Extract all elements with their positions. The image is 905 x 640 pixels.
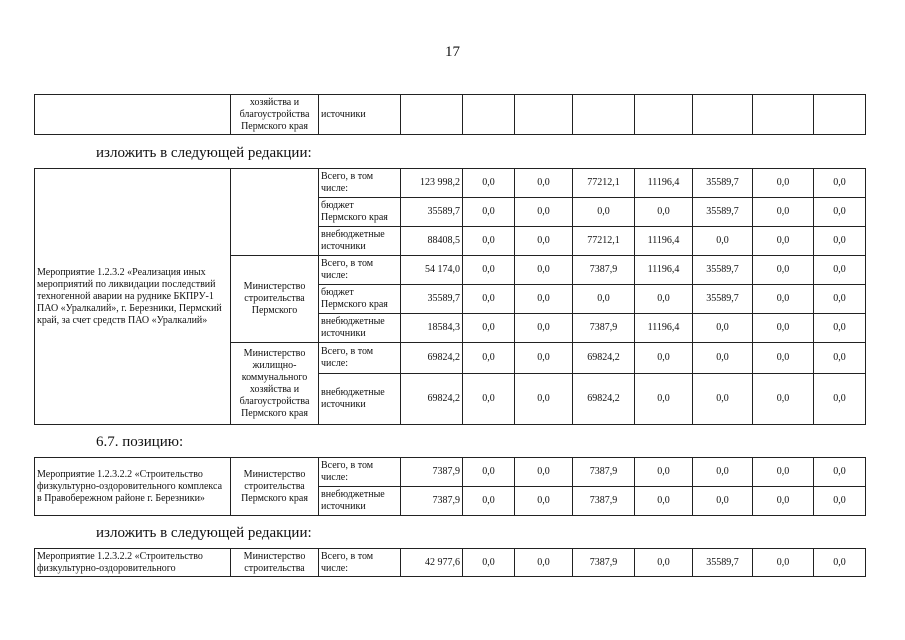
value-cell: 0,0 bbox=[635, 343, 693, 374]
value-cell: 0,0 bbox=[635, 458, 693, 487]
value-cell: 7387,9 bbox=[573, 458, 635, 487]
table0-cell bbox=[753, 95, 814, 135]
value-cell: 7387,9 bbox=[573, 256, 635, 285]
previous-table-fragment bbox=[34, 94, 866, 135]
value-cell: 0,0 bbox=[753, 374, 814, 425]
value-cell: 0,0 bbox=[693, 374, 753, 425]
funding-source: внебюджетные источники bbox=[319, 374, 401, 425]
value-cell: 35589,7 bbox=[693, 285, 753, 314]
value-cell: 0,0 bbox=[515, 314, 573, 343]
value-cell: 0,0 bbox=[814, 198, 866, 227]
value-cell: 0,0 bbox=[515, 198, 573, 227]
value-cell: 0,0 bbox=[463, 343, 515, 374]
value-cell: 69824,2 bbox=[401, 374, 463, 425]
funding-source: Всего, в том числе: bbox=[319, 256, 401, 285]
table-measure-1-2-3-2-2-new bbox=[34, 548, 866, 577]
value-cell: 0,0 bbox=[814, 458, 866, 487]
value-cell: 11196,4 bbox=[635, 227, 693, 256]
value-cell: 0,0 bbox=[753, 256, 814, 285]
table0-cell bbox=[573, 95, 635, 135]
page-number: 17 bbox=[445, 44, 460, 60]
table0-source: источники bbox=[319, 95, 401, 135]
value-cell: 0,0 bbox=[814, 549, 866, 577]
value-cell: 7387,9 bbox=[401, 487, 463, 516]
value-cell: 0,0 bbox=[753, 198, 814, 227]
table0-cell bbox=[693, 95, 753, 135]
section-heading: 6.7. позицию: bbox=[96, 434, 184, 450]
funding-source: внебюджетные источники bbox=[319, 487, 401, 516]
measure-name: Мероприятие 1.2.3.2.2 «Строительство физкультурно-оздоровительного bbox=[35, 549, 231, 577]
value-cell: 0,0 bbox=[463, 227, 515, 256]
value-cell: 0,0 bbox=[463, 458, 515, 487]
value-cell: 0,0 bbox=[753, 549, 814, 577]
value-cell: 0,0 bbox=[463, 549, 515, 577]
value-cell: 0,0 bbox=[693, 227, 753, 256]
value-cell: 0,0 bbox=[814, 343, 866, 374]
table-row bbox=[35, 549, 866, 577]
value-cell: 0,0 bbox=[814, 314, 866, 343]
funding-source: Всего, в том числе: bbox=[319, 169, 401, 198]
value-cell: 7387,9 bbox=[573, 314, 635, 343]
table0-cell bbox=[814, 95, 866, 135]
value-cell: 69824,2 bbox=[573, 374, 635, 425]
value-cell: 35589,7 bbox=[693, 256, 753, 285]
value-cell: 0,0 bbox=[515, 169, 573, 198]
value-cell: 0,0 bbox=[814, 227, 866, 256]
value-cell: 7387,9 bbox=[573, 549, 635, 577]
value-cell: 0,0 bbox=[515, 227, 573, 256]
value-cell: 0,0 bbox=[753, 487, 814, 516]
value-cell: 0,0 bbox=[693, 314, 753, 343]
table-measure-1-2-3-2 bbox=[34, 168, 866, 425]
value-cell: 0,0 bbox=[753, 458, 814, 487]
value-cell: 0,0 bbox=[573, 285, 635, 314]
value-cell: 0,0 bbox=[635, 487, 693, 516]
funding-source: Всего, в том числе: bbox=[319, 343, 401, 374]
value-cell: 11196,4 bbox=[635, 314, 693, 343]
value-cell: 11196,4 bbox=[635, 169, 693, 198]
value-cell: 0,0 bbox=[753, 314, 814, 343]
table-row bbox=[35, 458, 866, 487]
value-cell: 0,0 bbox=[515, 285, 573, 314]
value-cell: 35589,7 bbox=[693, 169, 753, 198]
value-cell: 0,0 bbox=[753, 343, 814, 374]
section-heading: изложить в следующей редакции: bbox=[96, 525, 312, 541]
value-cell: 0,0 bbox=[573, 198, 635, 227]
value-cell: 0,0 bbox=[814, 374, 866, 425]
executor-name: Министерство строительства Пермского bbox=[231, 256, 319, 343]
value-cell: 0,0 bbox=[635, 198, 693, 227]
value-cell: 42 977,6 bbox=[401, 549, 463, 577]
value-cell: 7387,9 bbox=[401, 458, 463, 487]
table-measure-1-2-3-2-2-old bbox=[34, 457, 866, 516]
executor-name: Министерство строительства bbox=[231, 549, 319, 577]
value-cell: 0,0 bbox=[515, 549, 573, 577]
funding-source: бюджет Пермского края bbox=[319, 285, 401, 314]
value-cell: 54 174,0 bbox=[401, 256, 463, 285]
value-cell: 0,0 bbox=[693, 343, 753, 374]
value-cell: 35589,7 bbox=[401, 285, 463, 314]
value-cell: 0,0 bbox=[753, 285, 814, 314]
value-cell: 0,0 bbox=[814, 285, 866, 314]
value-cell: 0,0 bbox=[693, 487, 753, 516]
value-cell: 0,0 bbox=[463, 169, 515, 198]
value-cell: 35589,7 bbox=[693, 198, 753, 227]
value-cell: 0,0 bbox=[814, 169, 866, 198]
value-cell: 0,0 bbox=[515, 343, 573, 374]
executor-name: Министерство жилищно-коммунального хозяйства и благоустройства Пермского края bbox=[231, 343, 319, 425]
value-cell: 0,0 bbox=[463, 374, 515, 425]
value-cell: 0,0 bbox=[515, 487, 573, 516]
value-cell: 77212,1 bbox=[573, 169, 635, 198]
value-cell: 7387,9 bbox=[573, 487, 635, 516]
value-cell: 0,0 bbox=[515, 458, 573, 487]
value-cell: 0,0 bbox=[753, 169, 814, 198]
table0-cell bbox=[515, 95, 573, 135]
value-cell: 0,0 bbox=[515, 374, 573, 425]
value-cell: 0,0 bbox=[515, 256, 573, 285]
value-cell: 69824,2 bbox=[401, 343, 463, 374]
value-cell: 0,0 bbox=[463, 285, 515, 314]
executor-name bbox=[231, 169, 319, 256]
value-cell: 0,0 bbox=[635, 374, 693, 425]
value-cell: 0,0 bbox=[635, 549, 693, 577]
table-row bbox=[35, 169, 866, 198]
value-cell: 0,0 bbox=[463, 314, 515, 343]
value-cell: 11196,4 bbox=[635, 256, 693, 285]
measure-name: Мероприятие 1.2.3.2 «Реализация иных мероприятий по ликвидации последствий техногенной аварии на руднике БКПРУ-1 ПАО «Уралкалий», г. Березники, Пермский край, за счет средств ПАО «Уралкалий» bbox=[35, 169, 231, 425]
table0-cell bbox=[401, 95, 463, 135]
value-cell: 77212,1 bbox=[573, 227, 635, 256]
value-cell: 0,0 bbox=[814, 487, 866, 516]
funding-source: Всего, в том числе: bbox=[319, 549, 401, 577]
value-cell: 69824,2 bbox=[573, 343, 635, 374]
value-cell: 35589,7 bbox=[693, 549, 753, 577]
funding-source: внебюджетные источники bbox=[319, 314, 401, 343]
funding-source: бюджет Пермского края bbox=[319, 198, 401, 227]
value-cell: 123 998,2 bbox=[401, 169, 463, 198]
value-cell: 0,0 bbox=[814, 256, 866, 285]
funding-source: внебюджетные источники bbox=[319, 227, 401, 256]
value-cell: 0,0 bbox=[693, 458, 753, 487]
table0-cell bbox=[35, 95, 231, 135]
table0-cell bbox=[463, 95, 515, 135]
value-cell: 0,0 bbox=[463, 487, 515, 516]
value-cell: 0,0 bbox=[463, 256, 515, 285]
value-cell: 18584,3 bbox=[401, 314, 463, 343]
table0-cell bbox=[635, 95, 693, 135]
measure-name: Мероприятие 1.2.3.2.2 «Строительство физкультурно-оздоровительного комплекса в Правобережном районе г. Березники» bbox=[35, 458, 231, 516]
section-heading: изложить в следующей редакции: bbox=[96, 145, 312, 161]
value-cell: 35589,7 bbox=[401, 198, 463, 227]
value-cell: 0,0 bbox=[463, 198, 515, 227]
table0-executor: хозяйства и благоустройства Пермского края bbox=[231, 95, 319, 135]
funding-source: Всего, в том числе: bbox=[319, 458, 401, 487]
value-cell: 88408,5 bbox=[401, 227, 463, 256]
value-cell: 0,0 bbox=[635, 285, 693, 314]
executor-name: Министерство строительства Пермского края bbox=[231, 458, 319, 516]
value-cell: 0,0 bbox=[753, 227, 814, 256]
